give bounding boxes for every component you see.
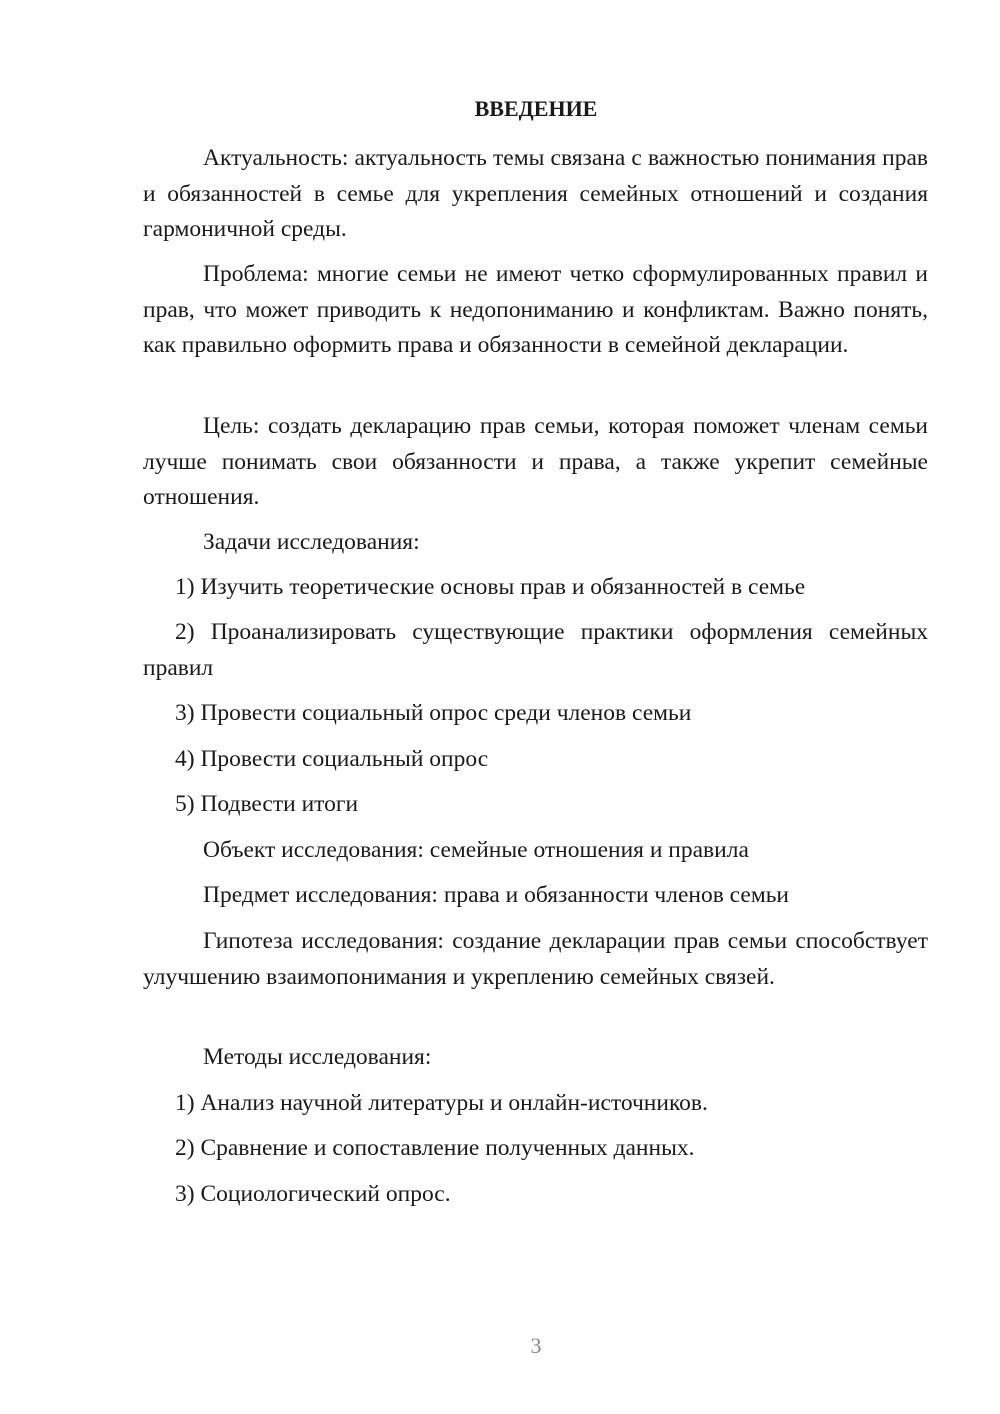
task-item-3: 3) Провести социальный опрос среди членов семьи xyxy=(175,700,692,726)
task-item-4: 4) Провести социальный опрос xyxy=(175,746,489,772)
object-paragraph: Объект исследования: семейные отношения и правила xyxy=(203,837,749,863)
hypothesis-paragraph: Гипотеза исследования: создание декларации прав семьи способствует улучшению взаимопонимания и укреплению семейных связей. xyxy=(143,928,928,990)
method-item-1: 1) Анализ научной литературы и онлайн-источников. xyxy=(175,1090,708,1116)
methods-heading: Методы исследования: xyxy=(203,1044,432,1070)
method-item-3: 3) Социологический опрос. xyxy=(175,1181,451,1207)
subject-paragraph: Предмет исследования: права и обязанности членов семьи xyxy=(203,882,789,908)
tasks-heading: Задачи исследования: xyxy=(203,529,420,555)
page-title: ВВЕДЕНИЕ xyxy=(474,96,598,121)
problem-paragraph: Проблема: многие семьи не имеют четко сформулированных правил и прав, что может приводить к недопониманию и конфликтам. Важно понять, как правильно оформить права и обязанности в семейной декларации. xyxy=(143,261,928,358)
task-item-5: 5) Подвести итоги xyxy=(175,791,359,817)
task-item-2: 2) Проанализировать существующие практики оформления семейных правил xyxy=(143,619,928,681)
method-item-2: 2) Сравнение и сопоставление полученных данных. xyxy=(175,1135,695,1161)
goal-paragraph: Цель: создать декларацию прав семьи, которая поможет членам семьи лучше понимать свои обязанности и права, а также укрепит семейные отношения. xyxy=(143,413,928,510)
task-item-1: 1) Изучить теоретические основы прав и обязанностей в семье xyxy=(175,574,806,600)
page-number: 3 xyxy=(530,1333,542,1358)
relevance-paragraph: Актуальность: актуальность темы связана с важностью понимания прав и обязанностей в семье для укрепления семейных отношений и создания гармоничной среды. xyxy=(143,145,928,242)
